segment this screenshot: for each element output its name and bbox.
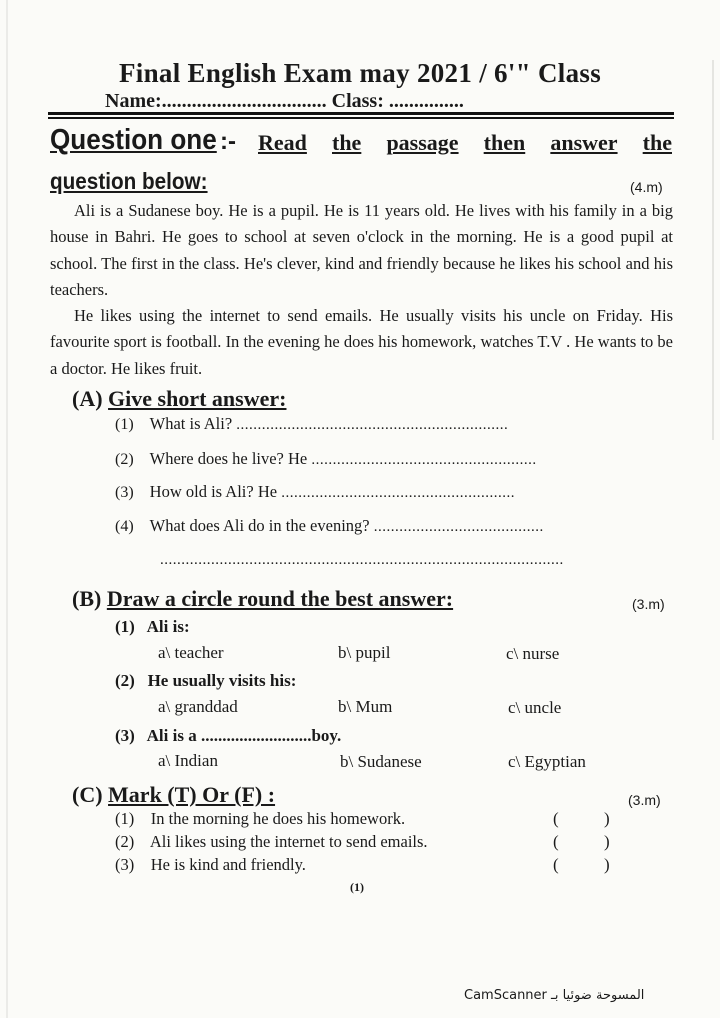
option-b[interactable]: b\ Sudanese — [340, 752, 422, 771]
item-question: What is Ali? — [149, 414, 237, 433]
item-question: What does Ali do in the evening? — [149, 516, 374, 535]
item-question: He usually visits his: — [147, 671, 297, 690]
option-a[interactable]: a\ teacher — [158, 643, 224, 662]
section-b-question — [115, 726, 341, 746]
item-question: How old is Ali? He — [149, 482, 282, 501]
passage-paragraph: Ali is a Sudanese boy. He is a pupil. He is 11 years old. He lives with his family in a big house in Bahri. He goes to school at seven o'clock in the morning. He is a good pupil at school. The first in the class. He's clever, kind and friendly because he likes his school and his teachers. — [50, 201, 673, 299]
section-a-item — [115, 449, 537, 469]
item-number: (2) — [115, 451, 134, 468]
question-one-heading: Question one — [50, 124, 217, 156]
item-statement: Ali likes using the internet to send emails. — [149, 832, 428, 851]
section-a-heading — [72, 386, 286, 412]
item-question: Ali is a ..........................boy. — [146, 726, 342, 745]
header-rule-top — [48, 112, 674, 115]
item-number: (3) — [115, 726, 135, 745]
item-question: Ali is: — [146, 617, 190, 636]
answer-box-close[interactable]: ) — [604, 855, 610, 874]
question-one-marks: (4.m) — [630, 179, 663, 195]
header-rule-bottom — [48, 117, 674, 119]
section-b-heading — [72, 586, 453, 612]
item-number: (3) — [115, 855, 135, 874]
section-c-heading — [72, 782, 275, 808]
option-c[interactable]: c\ Egyptian — [508, 752, 586, 771]
answer-dots: ........................................ — [373, 519, 544, 535]
scan-edge-right — [712, 60, 714, 440]
item-number: (2) — [115, 832, 135, 851]
item-number: (4) — [115, 518, 134, 535]
answer-box-open[interactable]: ( — [553, 809, 559, 828]
section-b-question — [115, 617, 190, 637]
question-one-colon: :- — [220, 128, 236, 155]
camscanner-watermark: CamScanner المسوحة ضوئيا بـ — [464, 988, 645, 1003]
answer-box-open[interactable]: ( — [553, 832, 559, 851]
passage-paragraph: He likes using the internet to send emails. He usually visits his uncle on Friday. His favourite sport is football. In the evening he does his homework, watches T.V . He wants to be a doctor. He likes fruit. — [50, 306, 673, 378]
true-false-item — [115, 809, 405, 829]
instruction-word: answer — [550, 130, 618, 155]
option-a[interactable]: a\ granddad — [158, 697, 238, 716]
option-b[interactable]: b\ pupil — [338, 643, 391, 662]
instruction-word: the — [642, 130, 672, 155]
instruction-word: the — [332, 130, 362, 155]
option-c[interactable]: c\ uncle — [508, 698, 562, 717]
page-number: (1) — [350, 880, 364, 894]
answer-box-close[interactable]: ) — [604, 809, 610, 828]
answer-box-open[interactable]: ( — [553, 855, 559, 874]
instruction-word: Read — [258, 130, 307, 155]
item-statement: In the morning he does his homework. — [150, 809, 406, 828]
section-c-letter: (C) — [72, 782, 103, 807]
section-c-title: Mark (T) Or (F) : — [108, 782, 276, 807]
reading-passage — [50, 198, 673, 382]
item-number: (1) — [115, 809, 135, 828]
instruction-word: then — [483, 130, 526, 155]
section-a-letter: (A) — [72, 386, 103, 411]
instruction-word: passage — [386, 130, 459, 155]
answer-box-close[interactable]: ) — [604, 832, 610, 851]
section-a-item — [115, 482, 515, 502]
option-a[interactable]: a\ Indian — [158, 751, 218, 770]
question-one-heading-line2: question below: — [50, 168, 208, 194]
answer-dots: ................................................................ — [236, 417, 509, 433]
section-b-marks: (3.m) — [632, 596, 665, 612]
option-c[interactable]: c\ nurse — [506, 644, 560, 663]
name-class-line: Name:................................. Class: ............... — [105, 90, 464, 112]
option-b[interactable]: b\ Mum — [338, 697, 393, 716]
true-false-item — [115, 832, 428, 852]
section-c-marks: (3.m) — [628, 792, 661, 808]
item-number: (1) — [115, 416, 134, 433]
scan-edge-left — [6, 0, 8, 1018]
extra-answer-dots: ............................................................................................... — [160, 552, 564, 568]
exam-title: Final English Exam may 2021 / 6'" Class — [118, 58, 601, 88]
section-b-letter: (B) — [72, 586, 102, 611]
question-one-instruction — [258, 130, 672, 156]
section-b-question — [115, 671, 296, 691]
answer-dots: ....................................................... — [281, 485, 515, 501]
true-false-item — [115, 855, 306, 875]
item-question: Where does he live? He — [149, 449, 312, 468]
section-a-item — [115, 516, 544, 536]
item-number: (3) — [115, 484, 134, 501]
answer-dots: ..................................................... — [311, 452, 537, 468]
item-statement: He is kind and friendly. — [150, 855, 306, 874]
item-number: (2) — [115, 671, 135, 690]
section-a-title: Give short answer: — [108, 386, 287, 411]
section-a-item — [115, 414, 508, 434]
item-number: (1) — [115, 617, 135, 636]
section-b-title: Draw a circle round the best answer: — [106, 586, 454, 611]
